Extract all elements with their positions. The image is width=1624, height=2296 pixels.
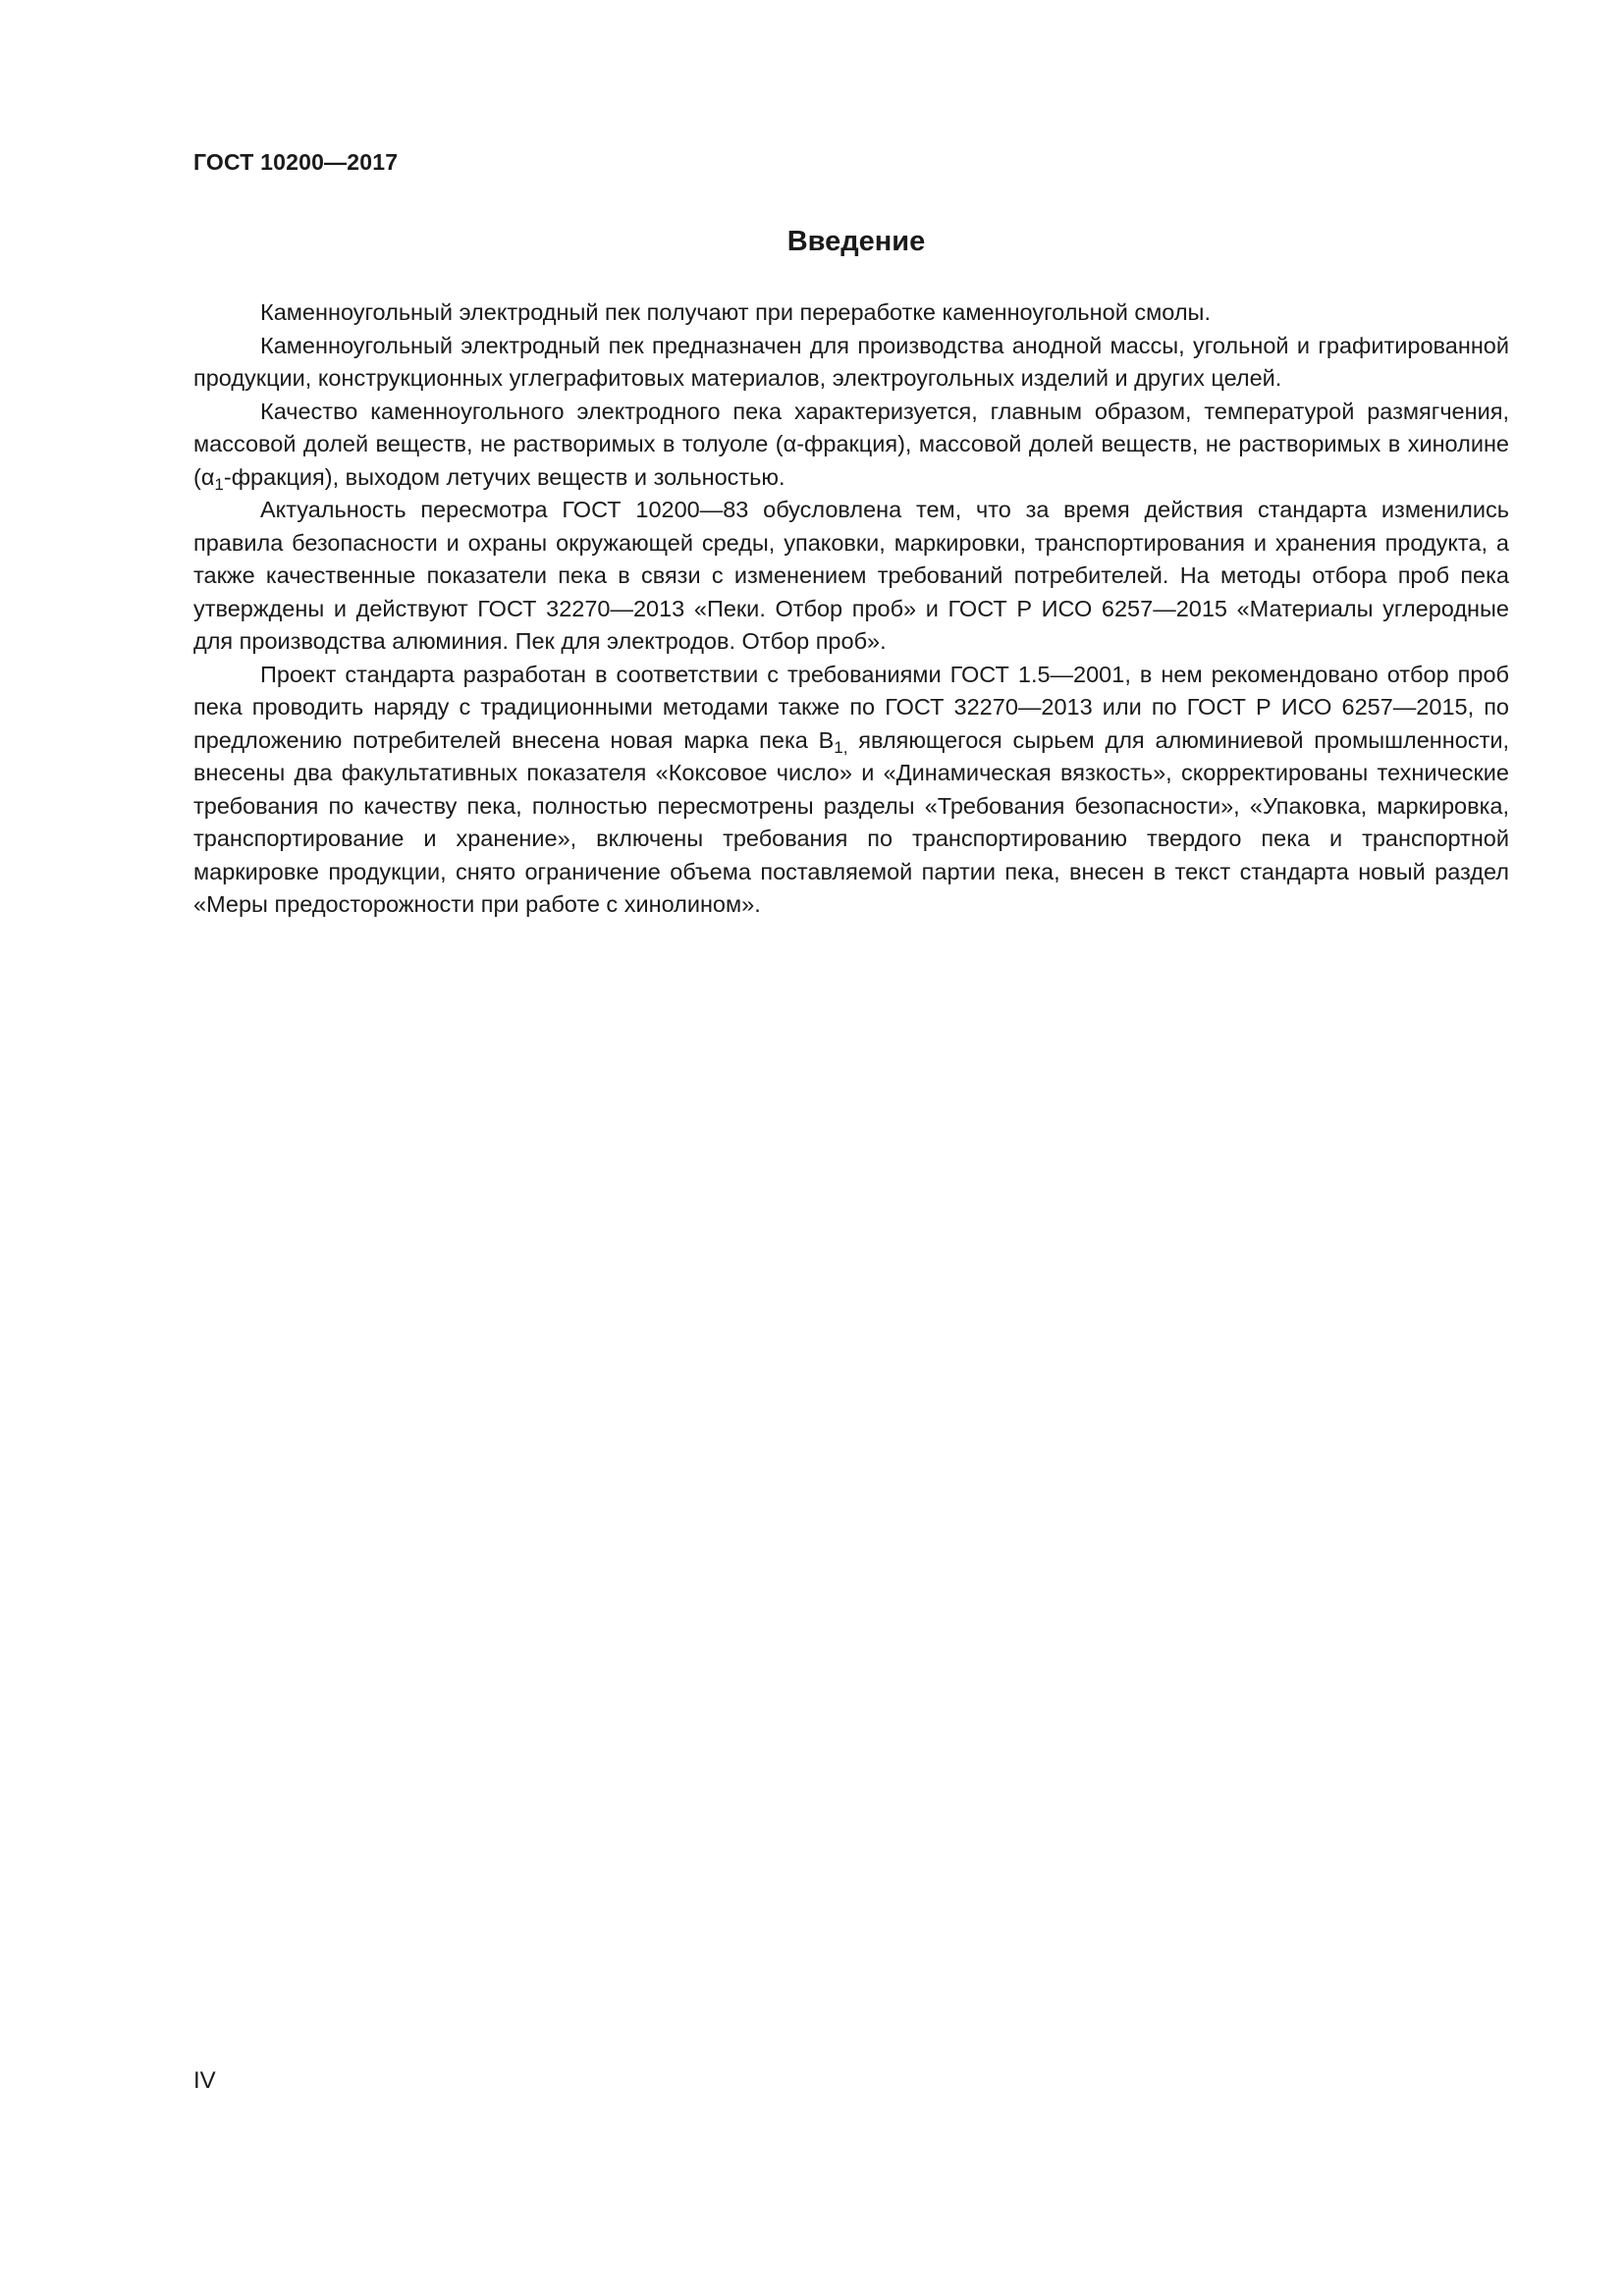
paragraph-3-text-b: -фракция), выходом летучих веществ и зольностью. [223,463,785,490]
page-number: IV [193,2067,216,2094]
section-title: Введение [786,226,926,257]
section-body [193,296,1509,922]
paragraph-3-subscript: 1 [214,474,224,494]
paragraph-2: Каменноугольный электродный пек предназначен для производства анодной массы, угольной и графитированной продукции, конструкционных углеграфитовых материалов, электроугольных изделий и других целей. [193,332,1509,391]
paragraph-5-subscript: 1, [834,737,848,757]
paragraph-3 [193,396,1509,495]
paragraph-3-text-a: Качество каменноугольного электродного пека характеризуется, главным образом, температурой размягчения, массовой долей веществ, не растворимых в толуоле (α-фракция), массовой долей веществ, не растворимых в хинолине (α [193,398,1509,490]
document-id-header: ГОСТ 10200—2017 [193,149,399,175]
paragraph-5 [193,659,1509,922]
paragraph-5-text-b: являющегося сырьем для алюминиевой промышленности, внесены два факультативных показателя «Коксовое число» и «Динамическая вязкость», скорректированы технические требования по качеству пека, полностью пересмотрены разделы «Требования безопасности», «Упаковка, маркировка, транспортирование и хранение», включены требования по транспортированию твердого пека и транспортной маркировке продукции, снято ограничение объема поставляемой партии пека, внесен в текст стандарта новый раздел «Меры предосторожности при работе с хинолином». [193,726,1509,917]
paragraph-1: Каменноугольный электродный пек получают при переработке каменноугольной смолы. [260,299,1211,325]
paragraph-5-text-a: Проект стандарта разработан в соответствии с требованиями ГОСТ 1.5—2001, в нем рекомендовано отбор проб пека проводить наряду с традиционными методами также по ГОСТ 32270—2013 или по ГОСТ Р ИСО 6257—2015, по предложению потребителей внесена новая марка пека В [193,661,1509,753]
paragraph-4: Актуальность пересмотра ГОСТ 10200—83 обусловлена тем, что за время действия стандарта изменились правила безопасности и охраны окружающей среды, упаковки, маркировки, транспортирования и хранения продукта, а также качественные показатели пека в связи с изменением требований потребителей. На методы отбора проб пека утверждены и действуют ГОСТ 32270—2013 «Пеки. Отбор проб» и ГОСТ Р ИСО 6257—2015 «Материалы углеродные для производства алюминия. Пек для электродов. Отбор проб». [193,497,1509,654]
